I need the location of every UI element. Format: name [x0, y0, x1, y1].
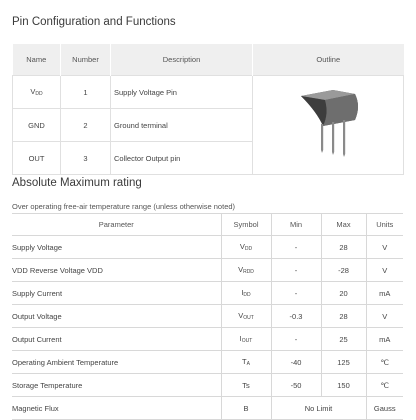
pin-number: 1	[61, 76, 111, 109]
pin-description: Ground terminal	[111, 109, 253, 142]
param-cell: Operating Ambient Temperature	[12, 351, 221, 374]
param-cell: Storage Temperature	[12, 374, 221, 397]
min-cell: -	[271, 328, 321, 351]
symbol-cell	[221, 305, 271, 328]
units-cell: mA	[366, 328, 403, 351]
param-cell: Supply Current	[12, 282, 221, 305]
symbol-main: T	[242, 357, 247, 366]
symbol-main: V	[238, 265, 244, 274]
pin-name: OUT	[28, 153, 45, 163]
symbol-subscript: OUT	[243, 315, 254, 321]
pin-table-header-row	[13, 44, 404, 76]
table-row	[12, 328, 403, 351]
param-cell: Output Voltage	[12, 305, 221, 328]
symbol-main: B	[243, 403, 249, 413]
param-cell: VDD Reverse Voltage VDD	[12, 259, 221, 282]
symbol-subscript: A	[246, 361, 250, 367]
symbol-cell	[221, 397, 271, 420]
symbol-cell	[221, 374, 271, 397]
symbol-subscript: DD	[244, 246, 253, 252]
abs-header-parameter: Parameter	[12, 214, 221, 236]
table-row	[12, 236, 403, 259]
min-cell: -40	[271, 351, 321, 374]
param-cell: Magnetic Flux	[12, 397, 221, 420]
pin-name: GND	[28, 120, 45, 130]
symbol-subscript: OUT	[241, 338, 253, 344]
symbol-main: Ts	[242, 380, 250, 390]
symbol-main: I	[239, 334, 242, 343]
min-cell: -	[271, 236, 321, 259]
min-cell: -0.3	[271, 305, 321, 328]
pin-number: 3	[61, 142, 111, 175]
units-cell: V	[366, 305, 403, 328]
units-cell: Gauss	[366, 397, 403, 420]
pin-config-title: Pin Configuration and Functions	[12, 16, 176, 28]
max-cell: 28	[321, 305, 366, 328]
pin-description: Supply Voltage Pin	[111, 76, 253, 109]
symbol-cell	[221, 351, 271, 374]
table-row	[12, 259, 403, 282]
symbol-cell	[221, 259, 271, 282]
abs-header-min: Min	[271, 214, 321, 236]
min-cell: -	[271, 282, 321, 305]
symbol-main: I	[241, 288, 244, 297]
max-cell: 28	[321, 236, 366, 259]
pin-header-description: Description	[111, 44, 253, 76]
abs-header-symbol: Symbol	[221, 214, 271, 236]
max-cell: 150	[321, 374, 366, 397]
pin-name-subscript: DD	[35, 91, 43, 97]
symbol-cell	[221, 236, 271, 259]
table-row	[12, 374, 403, 397]
max-cell: 20	[321, 282, 366, 305]
min-cell: -	[271, 259, 321, 282]
pin-header-number: Number	[61, 44, 111, 76]
abs-max-table	[12, 213, 403, 420]
pin-description: Collector Output pin	[111, 142, 253, 175]
units-cell: ℃	[366, 374, 403, 397]
max-cell: 25	[321, 328, 366, 351]
symbol-subscript: DD	[243, 292, 251, 298]
abs-max-header-row	[12, 214, 403, 236]
abs-max-note: Over operating free-air temperature range (unless otherwise noted)	[12, 202, 236, 211]
max-cell: 125	[321, 351, 366, 374]
table-row	[12, 282, 403, 305]
pin-header-outline: Outline	[253, 44, 404, 76]
param-cell: Output Current	[12, 328, 221, 351]
max-cell: -28	[321, 259, 366, 282]
pin-config-table	[12, 44, 404, 175]
units-cell: mA	[366, 282, 403, 305]
min-cell: -50	[271, 374, 321, 397]
param-cell: Supply Voltage	[12, 236, 221, 259]
symbol-subscript: RDD	[243, 269, 254, 275]
table-row	[12, 305, 403, 328]
pin-name-cell	[13, 109, 61, 142]
table-row	[12, 351, 403, 374]
to92-package-icon	[293, 86, 363, 162]
symbol-cell	[221, 328, 271, 351]
units-cell: ℃	[366, 351, 403, 374]
symbol-main: V	[239, 242, 245, 251]
pin-name: V	[30, 87, 36, 96]
abs-max-title: Absolute Maximum rating	[12, 177, 142, 189]
pin-header-name: Name	[13, 44, 61, 76]
symbol-main: V	[238, 311, 244, 320]
abs-header-units: Units	[366, 214, 403, 236]
symbol-cell	[221, 282, 271, 305]
table-row	[12, 397, 403, 420]
outline-cell	[253, 76, 404, 175]
pin-name-cell	[13, 142, 61, 175]
units-cell: V	[366, 236, 403, 259]
units-cell: V	[366, 259, 403, 282]
pin-name-cell	[13, 76, 61, 109]
range-merged-cell: No Limit	[271, 397, 366, 420]
abs-header-max: Max	[321, 214, 366, 236]
pin-number: 2	[61, 109, 111, 142]
pin-row	[13, 76, 404, 109]
